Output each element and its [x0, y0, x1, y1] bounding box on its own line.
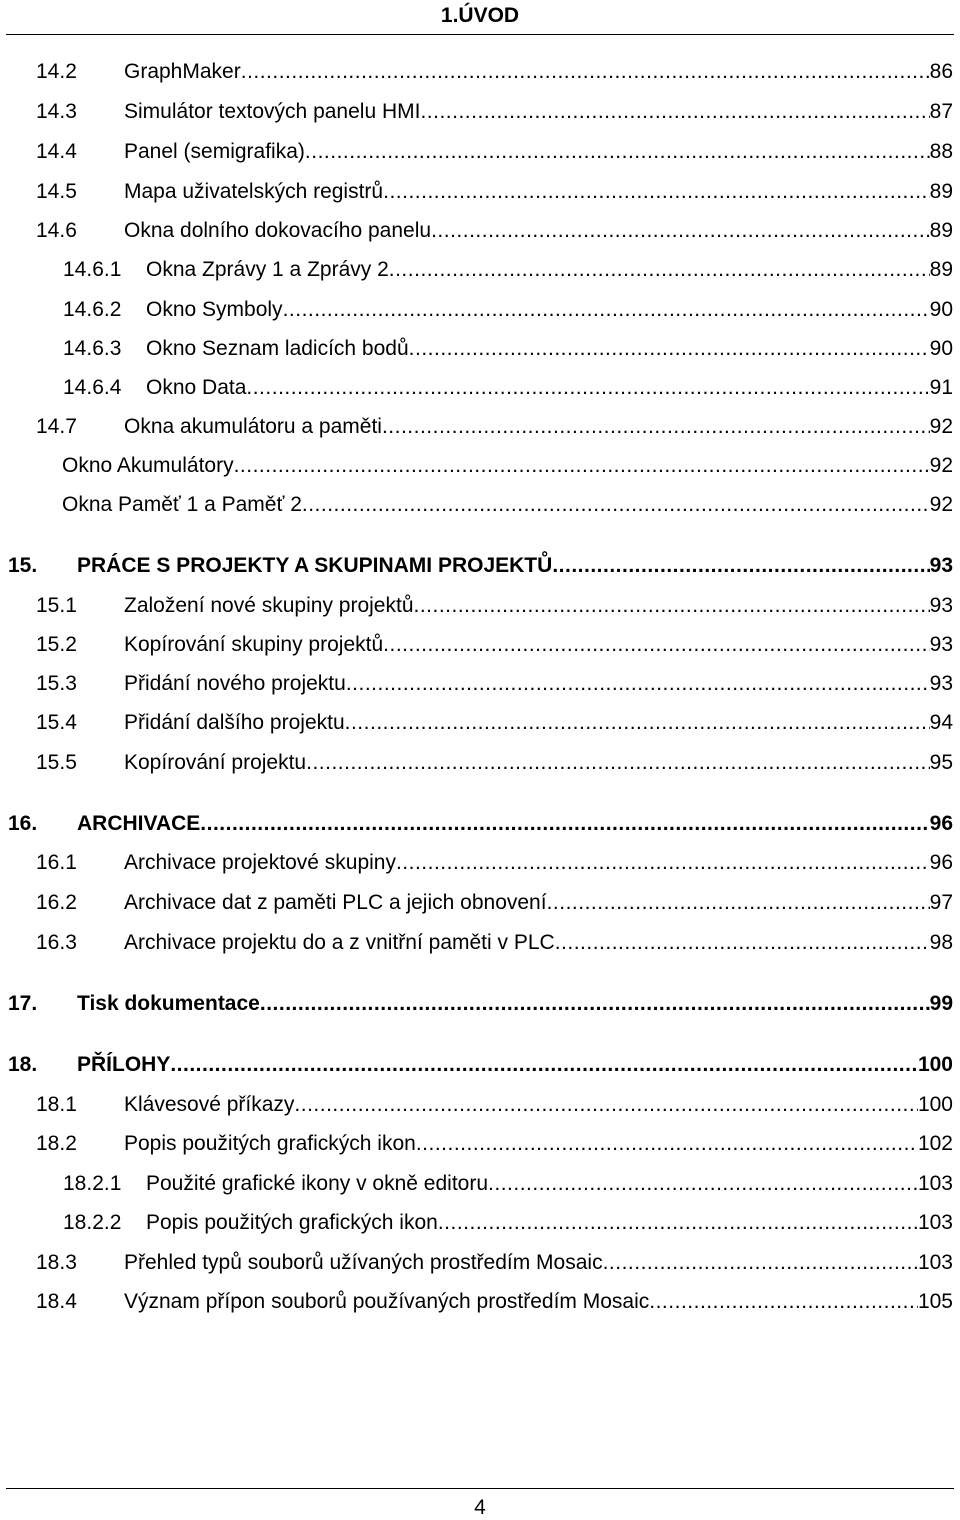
running-header-chapter: 1.ÚVOD — [440, 4, 520, 27]
dot-leader — [414, 590, 930, 622]
toc-entry-page: 96 — [929, 812, 953, 835]
dot-leader — [383, 176, 930, 208]
toc-entry-title: ARCHIVACE — [77, 812, 201, 835]
dot-leader — [234, 450, 930, 482]
toc-entry-title: Přidání dalšího projektu — [124, 711, 345, 734]
toc-entry-page: 91 — [929, 376, 953, 399]
footer-divider — [6, 1488, 954, 1489]
toc-entry-number: 15.4 — [36, 711, 77, 734]
toc-entry[interactable] — [0, 887, 960, 919]
toc-entry[interactable] — [0, 176, 960, 208]
toc-entry[interactable] — [0, 550, 960, 582]
toc-entry[interactable] — [0, 1049, 960, 1081]
dot-leader — [389, 254, 930, 286]
toc-entry-number: 14.6.1 — [63, 258, 122, 281]
toc-entry-number: 16.3 — [36, 931, 77, 954]
toc-entry-number: 15.1 — [36, 594, 77, 617]
toc-entry-number: 18.2 — [36, 1132, 77, 1155]
dot-leader — [420, 96, 929, 128]
toc-entry-page: 89 — [929, 180, 953, 203]
toc-entry-page: 89 — [929, 258, 953, 281]
dot-leader — [409, 333, 930, 365]
toc-entry[interactable] — [0, 927, 960, 959]
toc-entry-page: 102 — [917, 1132, 953, 1155]
toc-entry-number: 15. — [8, 554, 38, 577]
toc-entry-page: 93 — [929, 554, 953, 577]
toc-entry-number: 18.2.2 — [63, 1211, 122, 1234]
toc-entry-number: 17. — [8, 992, 38, 1015]
dot-leader — [306, 747, 930, 779]
toc-entry[interactable] — [0, 254, 960, 286]
toc-entry-number: 16.2 — [36, 891, 77, 914]
toc-entry-title: Přehled typů souborů užívaných prostředím Mosaic — [124, 1251, 603, 1274]
toc-entry-page: 96 — [929, 851, 953, 874]
toc-entry-title: Kopírování projektu — [124, 751, 307, 774]
toc-entry-number: 15.5 — [36, 751, 77, 774]
dot-leader — [294, 1089, 918, 1121]
toc-entry-title: PRÁCE S PROJEKTY A SKUPINAMI PROJEKTŮ — [77, 554, 553, 577]
toc-entry-title: Archivace projektové skupiny — [124, 851, 396, 874]
toc-entry-number: 15.3 — [36, 672, 77, 695]
toc-entry[interactable] — [0, 707, 960, 739]
toc-entry-title: Simulátor textových panelu HMI — [124, 100, 421, 123]
toc-entry-page: 105 — [917, 1290, 953, 1313]
toc-entry-title: Okno Data — [146, 376, 247, 399]
toc-entry-number: 16. — [8, 812, 38, 835]
dot-leader — [552, 550, 929, 582]
toc-entry-page: 92 — [929, 415, 953, 438]
dot-leader — [345, 707, 930, 739]
toc-entry-title: Okna akumulátoru a paměti — [124, 415, 382, 438]
toc-entry-number: 14.7 — [36, 415, 77, 438]
toc-entry-title: Okno Seznam ladicích bodů — [146, 337, 409, 360]
toc-entry-title: GraphMaker — [124, 60, 241, 83]
toc-entry[interactable] — [0, 489, 960, 521]
dot-leader — [396, 847, 930, 879]
toc-entry-title: Okna Paměť 1 a Paměť 2 — [62, 493, 302, 516]
toc-entry-number: 14.3 — [36, 100, 77, 123]
page-number: 4 — [474, 1496, 486, 1519]
toc-entry-page: 98 — [929, 931, 953, 954]
toc-entry[interactable] — [0, 56, 960, 88]
toc-entry-page: 86 — [929, 60, 953, 83]
toc-entry[interactable] — [0, 136, 960, 168]
toc-entry[interactable] — [0, 1089, 960, 1121]
toc-entry-title: Okno Symboly — [146, 298, 283, 321]
dot-leader — [383, 629, 929, 661]
toc-entry-title: Okno Akumulátory — [62, 454, 234, 477]
dot-leader — [438, 1207, 918, 1239]
toc-entry-title: Popis použitých grafických ikon — [124, 1132, 416, 1155]
dot-leader — [346, 668, 930, 700]
toc-entry-number: 14.5 — [36, 180, 77, 203]
toc-entry-number: 14.6.4 — [63, 376, 122, 399]
toc-entry[interactable] — [0, 333, 960, 365]
dot-leader — [302, 489, 930, 521]
toc-entry-page: 93 — [929, 633, 953, 656]
toc-entry-title: Přidání nového projektu — [124, 672, 346, 695]
toc-entry-title: Okna Zprávy 1 a Zprávy 2 — [146, 258, 389, 281]
toc-entry[interactable] — [0, 668, 960, 700]
dot-leader — [260, 988, 930, 1020]
toc-entry-title: Použité grafické ikony v okně editoru — [146, 1172, 489, 1195]
dot-leader — [382, 411, 930, 443]
toc-entry[interactable] — [0, 747, 960, 779]
toc-entry[interactable] — [0, 411, 960, 443]
toc-entry-title: Kopírování skupiny projektů — [124, 633, 384, 656]
dot-leader — [283, 294, 930, 326]
toc-entry-page: 103 — [917, 1172, 953, 1195]
toc-entry[interactable] — [0, 1168, 960, 1200]
toc-entry-page: 90 — [929, 298, 953, 321]
toc-entry[interactable] — [0, 629, 960, 661]
toc-entry[interactable] — [0, 988, 960, 1020]
toc-entry-title: Okna dolního dokovacího panelu — [124, 219, 432, 242]
dot-leader — [431, 215, 930, 247]
toc-entry-title: PŘÍLOHY — [77, 1053, 171, 1076]
dot-leader — [603, 1247, 918, 1279]
toc-entry-page: 100 — [917, 1053, 953, 1076]
toc-entry-title: Archivace projektu do a z vnitřní paměti v PLC — [124, 931, 555, 954]
toc-entry-page: 97 — [929, 891, 953, 914]
toc-entry[interactable] — [0, 372, 960, 404]
toc-entry[interactable] — [0, 294, 960, 326]
toc-entry-number: 14.6.3 — [63, 337, 122, 360]
toc-entry-number: 14.4 — [36, 140, 77, 163]
toc-entry[interactable] — [0, 808, 960, 840]
toc-entry-number: 18.1 — [36, 1093, 77, 1116]
toc-entry-number: 16.1 — [36, 851, 77, 874]
toc-entry-number: 15.2 — [36, 633, 77, 656]
toc-entry-page: 94 — [929, 711, 953, 734]
dot-leader — [649, 1286, 918, 1318]
toc-entry-number: 14.6 — [36, 219, 77, 242]
toc-entry[interactable] — [0, 1128, 960, 1160]
toc-entry[interactable] — [0, 1286, 960, 1318]
toc-entry-page: 88 — [929, 140, 953, 163]
toc-entry-number: 18.4 — [36, 1290, 77, 1313]
toc-entry-page: 103 — [917, 1211, 953, 1234]
toc-entry[interactable] — [0, 96, 960, 128]
toc-entry-title: Panel (semigrafika) — [124, 140, 305, 163]
toc-entry[interactable] — [0, 215, 960, 247]
toc-entry-page: 93 — [929, 672, 953, 695]
toc-entry[interactable] — [0, 450, 960, 482]
toc-entry-title: Význam přípon souborů používaných prostředím Mosaic — [124, 1290, 650, 1313]
toc-entry-number: 14.6.2 — [63, 298, 122, 321]
dot-leader — [416, 1128, 918, 1160]
toc-entry-page: 92 — [929, 454, 953, 477]
toc-entry-title: Založení nové skupiny projektů — [124, 594, 414, 617]
toc-entry-number: 18. — [8, 1053, 38, 1076]
toc-entry-page: 103 — [917, 1251, 953, 1274]
toc-entry-number: 18.3 — [36, 1251, 77, 1274]
toc-entry[interactable] — [0, 590, 960, 622]
toc-entry-page: 89 — [929, 219, 953, 242]
dot-leader — [200, 808, 929, 840]
toc-entry-number: 18.2.1 — [63, 1172, 122, 1195]
toc-entry-page: 95 — [929, 751, 953, 774]
dot-leader — [170, 1049, 918, 1081]
toc-entry-number: 14.2 — [36, 60, 77, 83]
dot-leader — [488, 1168, 918, 1200]
toc-entry-title: Tisk dokumentace — [77, 992, 260, 1015]
toc-entry[interactable] — [0, 847, 960, 879]
dot-leader — [241, 56, 930, 88]
toc-entry[interactable] — [0, 1247, 960, 1279]
dot-leader — [305, 136, 930, 168]
toc-entry-title: Archivace dat z paměti PLC a jejich obnovení — [124, 891, 547, 914]
toc-entry-title: Popis použitých grafických ikon — [146, 1211, 438, 1234]
toc-entry-page: 100 — [917, 1093, 953, 1116]
toc-entry-page: 93 — [929, 594, 953, 617]
dot-leader — [547, 887, 930, 919]
dot-leader — [555, 927, 930, 959]
toc-entry-page: 92 — [929, 493, 953, 516]
header-divider — [6, 34, 954, 35]
toc-entry-title: Klávesové příkazy — [124, 1093, 295, 1116]
toc-entry-page: 87 — [929, 100, 953, 123]
toc-entry-page: 90 — [929, 337, 953, 360]
dot-leader — [246, 372, 929, 404]
toc-entry-title: Mapa uživatelských registrů — [124, 180, 384, 203]
toc-entry-page: 99 — [929, 992, 953, 1015]
toc-entry[interactable] — [0, 1207, 960, 1239]
